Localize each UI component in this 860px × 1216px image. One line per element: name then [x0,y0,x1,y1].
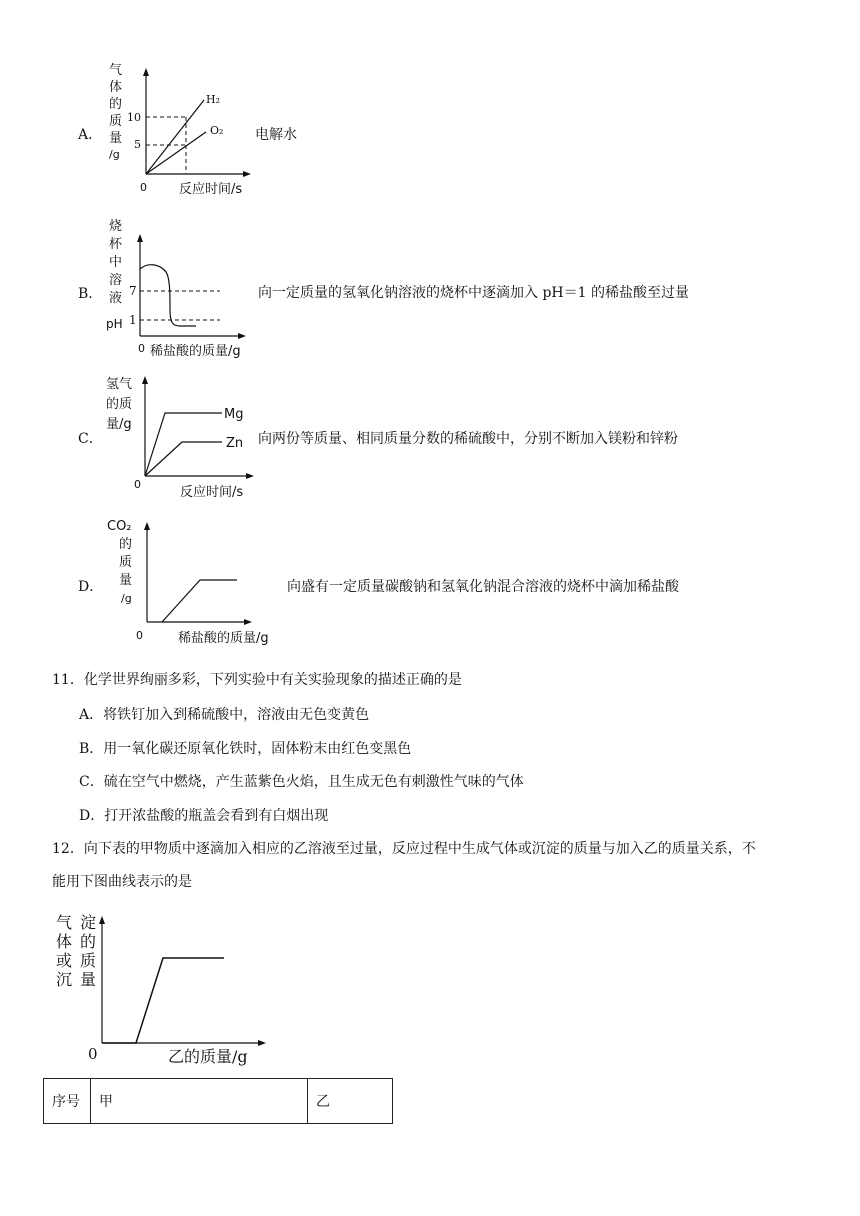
c-ylabel-1: 的质 [106,397,133,412]
table-header-index: 序号 [44,1079,91,1124]
c-ylabel-0: 氢气 [106,377,133,392]
option-b-graph [100,214,260,364]
q12-origin: 0 [88,1045,98,1063]
q12-ylabel-c1-3: 沉 [56,970,73,989]
d-ylabel-2: 质 [119,555,133,570]
c-line-mg [145,413,222,476]
b-ylabel-2: 中 [109,255,123,270]
d-ylabel-4: /g [121,592,132,605]
q12-ylabel-c1-0: 气 [56,913,73,932]
a-origin: 0 [140,181,147,194]
table-row [44,1079,393,1124]
a-ylabel-2: 的 [109,97,123,112]
d-ylabel-1: 的 [119,537,133,552]
b-ylabel-0: 烧 [109,219,123,234]
option-c-graph [100,368,260,506]
b-xlabel: 稀盐酸的质量/g [150,344,241,359]
d-origin: 0 [136,629,143,642]
q12-ylabel-c2-0: 淀 [80,913,97,932]
d-xlabel: 稀盐酸的质量/g [178,631,269,646]
q11-option-d: D．打开浓盐酸的瓶盖会看到有白烟出现 [79,808,329,824]
c-origin: 0 [134,478,141,491]
b-ylabel-5: pH [106,317,123,331]
a-ylabel-5: /g [109,148,120,161]
a-series-o2: O₂ [210,124,224,137]
option-a-letter: A． [78,127,103,143]
d-ylabel-0: CO₂ [107,519,132,534]
a-xlabel: 反应时间/s [179,182,243,197]
q12-table [43,1078,393,1124]
a-line-h2 [146,100,204,174]
a-ylabel-0: 气 [109,63,123,78]
c-ylabel-2: 量/g [106,417,132,432]
option-c-letter: C． [78,431,103,447]
b-ytick-7: 7 [129,284,137,298]
option-d-letter: D． [78,579,104,595]
q12-ylabel-c2-2: 质 [80,951,97,970]
q11-option-b: B．用一氧化碳还原氧化铁时，固体粉末由红色变黑色 [79,741,412,757]
option-b-letter: B． [78,286,103,302]
q12-ylabel-c2-3: 量 [80,970,97,989]
a-ylabel-1: 体 [109,80,123,95]
q12-ylabel-c1-1: 体 [56,932,73,951]
q12-ylabel-c1-2: 或 [56,951,73,970]
d-line [162,580,237,622]
option-b-desc: 向一定质量的氢氧化钠溶液的烧杯中逐滴加入 pH＝1 的稀盐酸至过量 [258,285,689,301]
c-series-zn: Zn [226,436,244,451]
d-ylabel-3: 量 [119,573,133,588]
option-d-desc: 向盛有一定质量碳酸钠和氢氧化钠混合溶液的烧杯中滴加稀盐酸 [287,579,679,595]
option-d-graph [100,514,290,648]
q12-graph [50,908,280,1072]
q12-stem-line2: 能用下图曲线表示的是 [52,874,192,890]
a-ylabel-4: 量 [109,131,123,146]
q12-xlabel: 乙的质量/g [168,1047,248,1066]
q11-stem: 11．化学世界绚丽多彩，下列实验中有关实验现象的描述正确的是 [52,672,462,688]
a-series-h2: H₂ [206,93,221,106]
c-line-zn [145,442,222,476]
c-series-mg: Mg [224,407,244,422]
option-c-desc: 向两份等质量、相同质量分数的稀硫酸中，分别不断加入镁粉和锌粉 [258,431,678,447]
a-ytick-5: 5 [134,138,141,151]
b-curve [140,265,196,326]
q11-option-a: A．将铁钉加入到稀硫酸中，溶液由无色变黄色 [79,707,370,723]
b-origin: 0 [138,342,145,355]
q12-stem-line1: 12．向下表的甲物质中逐滴加入相应的乙溶液至过量，反应过程中生成气体或沉淀的质量与加入乙的质量关系，不 [52,841,756,857]
table-header-jia: 甲 [91,1079,308,1124]
b-ytick-1: 1 [129,313,137,327]
q12-ylabel-c2-1: 的 [80,932,97,951]
option-a-desc: 电解水 [255,127,297,143]
c-xlabel: 反应时间/s [180,485,244,500]
option-a-graph [100,62,260,200]
a-ylabel-3: 质 [109,114,123,129]
b-ylabel-1: 杯 [109,237,123,252]
q12-line [102,958,224,1043]
table-header-yi: 乙 [308,1079,393,1124]
b-ylabel-3: 溶 [109,273,123,288]
b-ylabel-4: 液 [109,291,123,306]
a-ytick-10: 10 [127,111,141,124]
a-line-o2 [146,132,206,174]
q11-option-c: C．硫在空气中燃烧，产生蓝紫色火焰，且生成无色有刺激性气味的气体 [79,774,524,790]
